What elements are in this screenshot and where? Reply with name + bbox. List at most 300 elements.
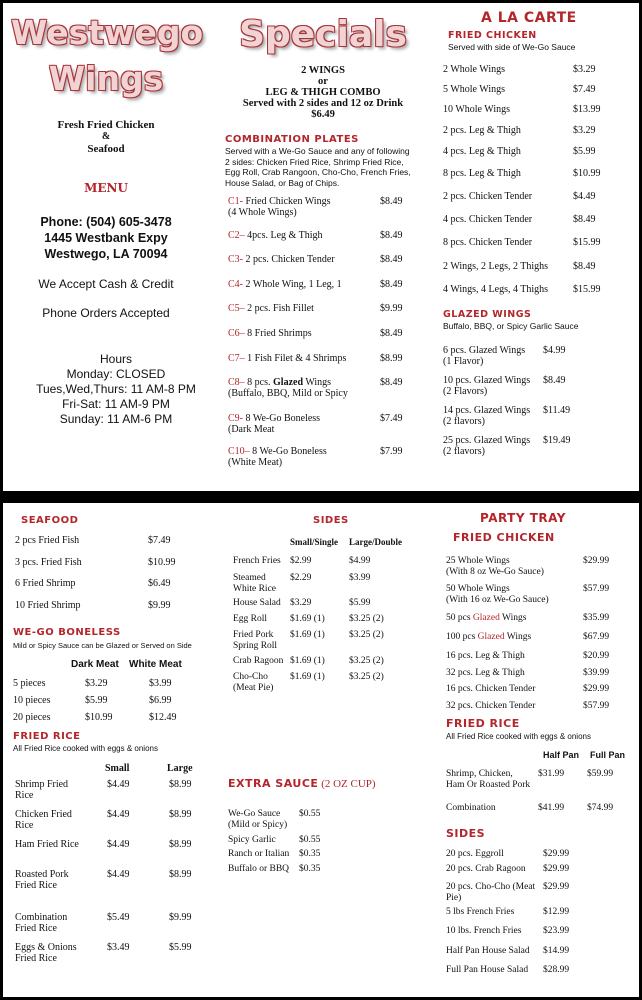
extrasauce-item-name-2: (Mild or Spicy) [228,820,288,830]
sides-col-large: Large/Double [349,537,402,547]
alacarte-item-name: 8 pcs. Chicken Tender [443,237,533,248]
sides-item-price-large: $3.25 (2) [349,614,384,624]
partytray-item [446,556,576,578]
partytray-item-name [446,613,576,624]
sides-item [233,656,293,667]
partytray-rice-price-full: $59.99 [587,769,614,779]
sides-item-price-large: $3.25 (2) [349,656,384,666]
sides-title: SIDES [313,515,349,526]
alacarte-item-price: $15.99 [573,237,601,248]
specials-price: $6.49 [311,109,335,120]
partytray-rice-price-half: $31.99 [538,769,565,779]
glazed-item-price: $8.49 [543,375,566,386]
combo-glazed: Glazed [273,377,304,388]
glazed-item-name: 10 pcs. Glazed Wings [443,375,531,386]
alacarte-item-price: $5.99 [573,146,596,157]
glazed-item-sub: (2 flavors) [443,416,485,427]
friedrice-col-large: Large [167,763,193,774]
boneless-item-price-dark: $5.99 [85,695,108,706]
partytray-side-item-name: 5 lbs French Fries [446,907,515,917]
combo-sep: – [239,353,248,364]
boneless-item-name: 10 pieces [13,695,51,706]
partytray-side-item-price: $29.99 [543,864,570,874]
combination-plates-title: COMBINATION PLATES [225,134,359,145]
partytray-side-item-name: Half Pan House Salad [446,946,530,956]
specials-line-1: 2 WINGS [301,65,345,76]
friedrice-item-price-large: $8.99 [169,869,192,880]
partytray-side-item-name: Full Pan House Salad [446,965,529,975]
friedrice-desc: All Fried Rice cooked with eggs & onions [13,744,158,753]
glazed-item [443,435,553,457]
combo-price: $8.49 [380,328,403,339]
extrasauce-item-price: $0.35 [299,864,321,874]
sides-item-price-small: $1.69 (1) [290,630,325,640]
extrasauce-item-name: Ranch or Italian [228,849,290,859]
partytray-item-price: $35.99 [583,613,610,623]
friedrice-item [15,912,100,934]
combo-item [228,446,378,468]
sides-item-name: Fried Pork [233,630,274,640]
logo-line-2: Wings [48,59,164,98]
friedrice-item-price-small: $5.49 [107,912,130,923]
extrasauce-item-name: Buffalo or BBQ [228,864,290,874]
partytray-item [446,584,576,606]
hours-line: Fri-Sat: 11 AM-9 PM [62,397,170,411]
combo-name: 2 Whole Wing, 1 Leg, 1 [245,279,342,290]
partytray-item-price: $57.99 [583,584,610,594]
friedrice-item-name-2: Fried Rice [15,880,57,891]
sides-item-name: Cho-Cho [233,672,268,682]
partytray-side-item-name: 20 pcs. Cho-Cho (Meat [446,882,536,892]
friedrice-item-name: Chicken Fried [15,809,72,820]
combo-price: $8.49 [380,377,403,388]
partytray-side-item-price: $29.99 [543,849,570,859]
partytray-side-item-name: 10 lbs. French Fries [446,926,522,936]
alacarte-item-price: $10.99 [573,168,601,179]
partytray-item-name [446,701,576,712]
sides-item-price-large: $3.99 [349,573,371,583]
specials-line-2: or [318,76,328,87]
friedrice-item-price-large: $8.99 [169,839,192,850]
extrasauce-title: EXTRA SAUCE [228,777,319,790]
friedrice-item-price-large: $8.99 [169,779,192,790]
partytray-rice-title: FRIED RICE [446,717,520,730]
specials-line-4: Served with 2 sides and 12 oz Drink [242,98,404,109]
glazed-item-price: $19.49 [543,435,571,446]
combo-sub: (Dark Meat [228,424,275,435]
sides-item-price-small: $2.99 [290,556,312,566]
partytray-rice-price-half: $41.99 [538,803,565,813]
combo-code: C5 [228,303,240,314]
combo-sub: (Buffalo, BBQ, Mild or Spicy [228,388,348,399]
combo-name: 1 Fish Filet & 4 Shrimps [247,353,347,364]
combo-name: 8 Fried Shrimps [247,328,312,339]
combination-desc-line: Served with a We-Go Sauce and any of following [225,146,410,156]
glazed-item-name: 25 pcs. Glazed Wings [443,435,531,446]
combo-price: $9.99 [380,303,403,314]
extrasauce-item-name: We-Go Sauce [228,809,281,819]
alacarte-item-name: 2 pcs. Leg & Thigh [443,125,521,136]
friedrice-item [15,942,100,964]
alacarte-item-price: $3.29 [573,64,596,75]
glazed-desc: Buffalo, BBQ, or Spicy Garlic Sauce [443,321,579,331]
partytray-item-name [446,668,576,679]
boneless-item-price-white: $12.49 [149,712,177,723]
partytray-item [446,684,576,695]
combo-item [228,279,378,290]
partytray-sides-title: SIDES [446,827,486,840]
partytray-title: PARTY TRAY [480,511,566,525]
partytray-side-item-price: $14.99 [543,946,570,956]
partytray-item-name [446,684,576,695]
boneless-item-price-dark: $10.99 [85,712,113,723]
partytray-item [446,668,576,679]
alacarte-item-name: 4 pcs. Leg & Thigh [443,146,521,157]
partytray-item-name-part-2: Wings [499,613,527,623]
partytray-rice-item [446,769,541,791]
partytray-item-sub: (With 8 oz We-Go Sauce) [446,567,544,577]
friedrice-item-price-small: $4.49 [107,779,130,790]
sides-item [233,614,293,625]
specials-line-3: LEG & THIGH COMBO [265,87,381,98]
specials-title: Specials [239,14,407,55]
hours-line: Monday: CLOSED [66,367,166,381]
combo-code: C8 [228,377,240,388]
partytray-item-name [446,556,576,567]
combo-code: C9 [228,413,240,424]
boneless-title: WE-GO BONELESS [13,627,121,638]
combo-price: $7.49 [380,413,403,424]
combo-sep: – [239,328,248,339]
address-line-1: 1445 Westbank Expy [44,231,168,245]
payment-info: We Accept Cash & Credit [38,277,174,291]
partytray-fried-title: FRIED CHICKEN [453,531,555,544]
friedrice-item-name: Ham Fried Rice [15,839,79,850]
alacarte-item-price: $8.49 [573,214,596,225]
partytray-col-half: Half Pan [543,750,580,760]
partytray-side-item [446,946,546,957]
partytray-side-item-price: $28.99 [543,965,570,975]
tagline-line-1: Fresh Fried Chicken [57,119,155,131]
friedrice-item-price-small: $4.49 [107,869,130,880]
alacarte-item-price: $15.99 [573,284,601,295]
sides-item-price-large: $4.99 [349,556,371,566]
alacarte-item-price: $8.49 [573,261,596,272]
extrasauce-item [228,809,298,831]
sides-item-price-large: $3.25 (2) [349,630,384,640]
partytray-item-price: $67.99 [583,632,610,642]
combo-price: $8.49 [380,230,403,241]
partytray-side-item-price: $12.99 [543,907,570,917]
seafood-item-name: 2 pcs Fried Fish [15,535,80,546]
boneless-item-name: 20 pieces [13,712,51,723]
alacarte-title: A LA CARTE [481,10,577,26]
friedrice-item-name: Combination [15,912,68,923]
partytray-side-item [446,882,546,904]
combo-code: C2 [228,230,240,241]
friedrice-item-price-small: $4.49 [107,839,130,850]
partytray-rice-item-name: Shrimp, Chicken, [446,769,513,779]
combo-item [228,377,378,399]
seafood-item-price: $10.99 [148,557,176,568]
friedrice-item-name-2: Rice [15,820,34,831]
glazed-title: GLAZED WINGS [443,309,532,320]
friedrice-item-name: Eggs & Onions [15,942,77,953]
partytray-item-price: $29.99 [583,556,610,566]
friedrice-col-small: Small [105,763,130,774]
tagline-line-2: Seafood [87,143,125,155]
alacarte-fried-desc: Served with side of We-Go Sauce [448,42,576,52]
partytray-item [446,701,576,712]
extrasauce-item [228,864,298,875]
combo-code: C6 [228,328,240,339]
boneless-item-name: 5 pieces [13,678,46,689]
sides-item-name-2: Spring Roll [233,641,278,651]
combo-sep: – [239,303,248,314]
combo-name: 8 We-Go Boneless [245,413,321,424]
partytray-item-price: $57.99 [583,701,610,711]
sides-item-name: Egg Roll [233,614,268,624]
combination-desc [225,146,425,188]
sides-item-name: French Fries [233,556,281,566]
glazed-item [443,375,553,397]
partytray-item [446,651,576,662]
combo-item [228,254,378,265]
combo-sep: - [239,254,246,265]
extrasauce-item-price: $0.55 [299,809,321,819]
partytray-item-name [446,632,576,643]
alacarte-item-name: 4 Wings, 4 Legs, 4 Thighs [443,284,549,295]
sides-item-price-large: $3.25 (2) [349,672,384,682]
phone-number: Phone: (504) 605-3478 [40,215,172,229]
alacarte-item-name: 2 pcs. Chicken Tender [443,191,533,202]
partytray-side-item-price: $29.99 [543,882,570,892]
sides-item-name-2: White Rice [233,584,276,594]
extrasauce-item [228,835,298,846]
sides-item-price-small: $2.29 [290,573,312,583]
boneless-col-white: White Meat [129,659,182,670]
extrasauce-item-name: Spicy Garlic [228,835,276,845]
partytray-side-item [446,965,546,976]
partytray-item-name-part: 50 pcs [446,613,473,623]
combo-name: 2 pcs. Chicken Tender [245,254,335,265]
combo-price: $7.99 [380,446,403,457]
sides-item-price-large: $5.99 [349,598,371,608]
glazed-item-name: 14 pcs. Glazed Wings [443,405,531,416]
friedrice-item [15,809,100,831]
sides-item [233,672,293,694]
combo-sub: (White Meat) [228,457,283,468]
alacarte-item-name: 10 Whole Wings [443,104,511,115]
alacarte-item-price: $4.49 [573,191,596,202]
partytray-side-item-price: $23.99 [543,926,570,936]
combo-sep: - [239,413,246,424]
alacarte-item-name: 4 pcs. Chicken Tender [443,214,533,225]
partytray-item-sub: (With 16 oz We-Go Sauce) [446,595,549,605]
combo-name: 8 We-Go Boneless [252,446,327,457]
partytray-side-item [446,926,546,937]
sides-item-name-2: (Meat Pie) [233,683,274,693]
friedrice-item [15,839,100,850]
combo-name: 4pcs. Leg & Thigh [247,230,323,241]
combo-item [228,413,378,435]
friedrice-item [15,869,100,891]
phone-orders-info: Phone Orders Accepted [42,306,170,320]
combination-desc-line: Egg Roll, Crab Rangoon, Cho-Cho, French Fries, [225,167,411,177]
partytray-item-name-part: 50 Whole Wings [446,584,510,594]
extrasauce-header [228,777,376,790]
alacarte-item-price: $13.99 [573,104,601,115]
glazed-item-sub: (1 Flavor) [443,356,484,367]
hours-line: Tues,Wed,Thurs: 11 AM-8 PM [36,382,196,396]
glazed-item-price: $4.99 [543,345,566,356]
boneless-item-price-white: $6.99 [149,695,172,706]
glazed-item [443,405,553,427]
glazed-item-price: $11.49 [543,405,571,416]
partytray-item-name-part: 25 Whole Wings [446,556,510,566]
combo-sep: - [239,279,246,290]
logo-line-1: Westwego [11,13,204,52]
partytray-item-name-part: 16 pcs. Chicken Tender [446,684,536,694]
partytray-rice-price-full: $74.99 [587,803,614,813]
sides-item-price-small: $3.29 [290,598,312,608]
partytray-rice-item-name-2: Ham Or Roasted Pork [446,780,531,790]
sides-item-price-small: $1.69 (1) [290,656,325,666]
combo-sep: - [239,196,246,207]
combo-sub: (4 Whole Wings) [228,207,297,218]
friedrice-item-name: Shrimp Fried [15,779,69,790]
partytray-rice-item [446,803,541,814]
friedrice-item-price-small: $3.49 [107,942,130,953]
partytray-item-name-part: 100 pcs [446,632,478,642]
partytray-side-item [446,849,546,860]
hours-title: Hours [99,352,132,366]
partytray-item-glazed: Glazed [472,613,500,623]
friedrice-item-price-large: $9.99 [169,912,192,923]
combo-item [228,303,378,314]
menu-page-bottom [3,503,639,997]
combo-sep: – [244,446,253,457]
partytray-item-price: $20.99 [583,651,610,661]
partytray-item [446,632,576,643]
combo-code: C10 [228,446,245,457]
glazed-item-name: 6 pcs. Glazed Wings [443,345,526,356]
friedrice-item-name-2: Fried Rice [15,923,57,934]
friedrice-item-price-large: $5.99 [169,942,192,953]
combo-item [228,230,378,241]
glazed-item [443,345,553,367]
combination-desc-line: House Salad, or Bag of Chips. [225,177,340,188]
partytray-item-name-part: 32 pcs. Leg & Thigh [446,668,525,678]
extrasauce-item-price: $0.35 [299,849,321,859]
sides-item [233,630,293,652]
partytray-side-item [446,864,546,875]
combination-desc-line: 2 sides: Chicken Fried Rice, Shrimp Fried Rice, [225,156,404,167]
tagline-amp: & [101,131,111,142]
alacarte-item-name: 5 Whole Wings [443,84,506,95]
combo-code: C3 [228,254,240,265]
menu-page-top [3,3,639,491]
partytray-rice-desc: All Fried Rice cooked with eggs & onions [446,732,591,741]
partytray-item [446,613,576,624]
combo-item [228,196,378,218]
combo-code: C7 [228,353,240,364]
partytray-side-item-name-2: Pie) [446,893,462,903]
combo-code: C4 [228,279,240,290]
alacarte-fried-title: FRIED CHICKEN [448,30,537,41]
seafood-item-name: 10 Fried Shrimp [15,600,81,611]
alacarte-item-name: 2 Wings, 2 Legs, 2 Thighs [443,261,549,272]
combo-code: C1 [228,196,240,207]
partytray-rice-item-name: Combination [446,803,496,813]
sides-item-price-small: $1.69 (1) [290,614,325,624]
combo-name-2: Wings [303,377,332,388]
combo-price: $8.49 [380,279,403,290]
combo-name: 2 pcs. Fish Fillet [247,303,314,314]
partytray-item-price: $29.99 [583,684,610,694]
combo-price: $8.99 [380,353,403,364]
partytray-item-name-part: 32 pcs. Chicken Tender [446,701,536,711]
combo-name: Fried Chicken Wings [245,196,331,207]
friedrice-item-name-2: Rice [15,790,34,801]
friedrice-item [15,779,100,801]
sides-item [233,598,293,609]
friedrice-item-name-2: Fried Rice [15,953,57,964]
partytray-side-item-name: 20 pcs. Eggroll [446,849,504,859]
seafood-item-price: $6.49 [148,578,171,589]
friedrice-item-price-large: $8.99 [169,809,192,820]
sides-item-price-small: $1.69 (1) [290,672,325,682]
combo-item [228,328,378,339]
combo-sep: – [239,377,248,388]
friedrice-title: FRIED RICE [13,731,81,742]
partytray-item-name-part-2: Wings [504,632,532,642]
partytray-item-name [446,651,576,662]
seafood-item-name: 6 Fried Shrimp [15,578,76,589]
extrasauce-item-price: $0.55 [299,835,321,845]
friedrice-item-name: Roasted Pork [15,869,69,880]
glazed-item-sub: (2 flavors) [443,446,485,457]
seafood-item-price: $9.99 [148,600,171,611]
seafood-item-price: $7.49 [148,535,171,546]
boneless-desc: Mild or Spicy Sauce can be Glazed or Served on Side [13,641,192,650]
partytray-item-price: $39.99 [583,668,610,678]
combo-price: $8.49 [380,254,403,265]
friedrice-item-price-small: $4.49 [107,809,130,820]
partytray-col-full: Full Pan [590,750,626,760]
alacarte-item-name: 8 pcs. Leg & Thigh [443,168,521,179]
combo-name: 8 pcs. [247,377,274,388]
extrasauce-size: (2 OZ CUP) [321,778,376,790]
menu-label: MENU [84,181,128,195]
alacarte-item-price: $7.49 [573,84,596,95]
boneless-item-price-white: $3.99 [149,678,172,689]
sides-col-small: Small/Single [290,537,339,547]
combo-price: $8.49 [380,196,403,207]
sides-item-name: Crab Ragoon [233,656,284,666]
alacarte-item-name: 2 Whole Wings [443,64,506,75]
hours-line: Sunday: 11 AM-6 PM [59,412,173,426]
sides-item [233,556,293,567]
glazed-item-sub: (2 Flavors) [443,386,488,397]
partytray-side-item [446,907,546,918]
sides-item-name: Steamed [233,573,266,583]
seafood-item-name: 3 pcs. Fried Fish [15,557,82,568]
boneless-item-price-dark: $3.29 [85,678,108,689]
partytray-side-item-name: 20 pcs. Crab Ragoon [446,864,526,874]
partytray-item-name [446,584,576,595]
sides-item-name: House Salad [233,598,281,608]
